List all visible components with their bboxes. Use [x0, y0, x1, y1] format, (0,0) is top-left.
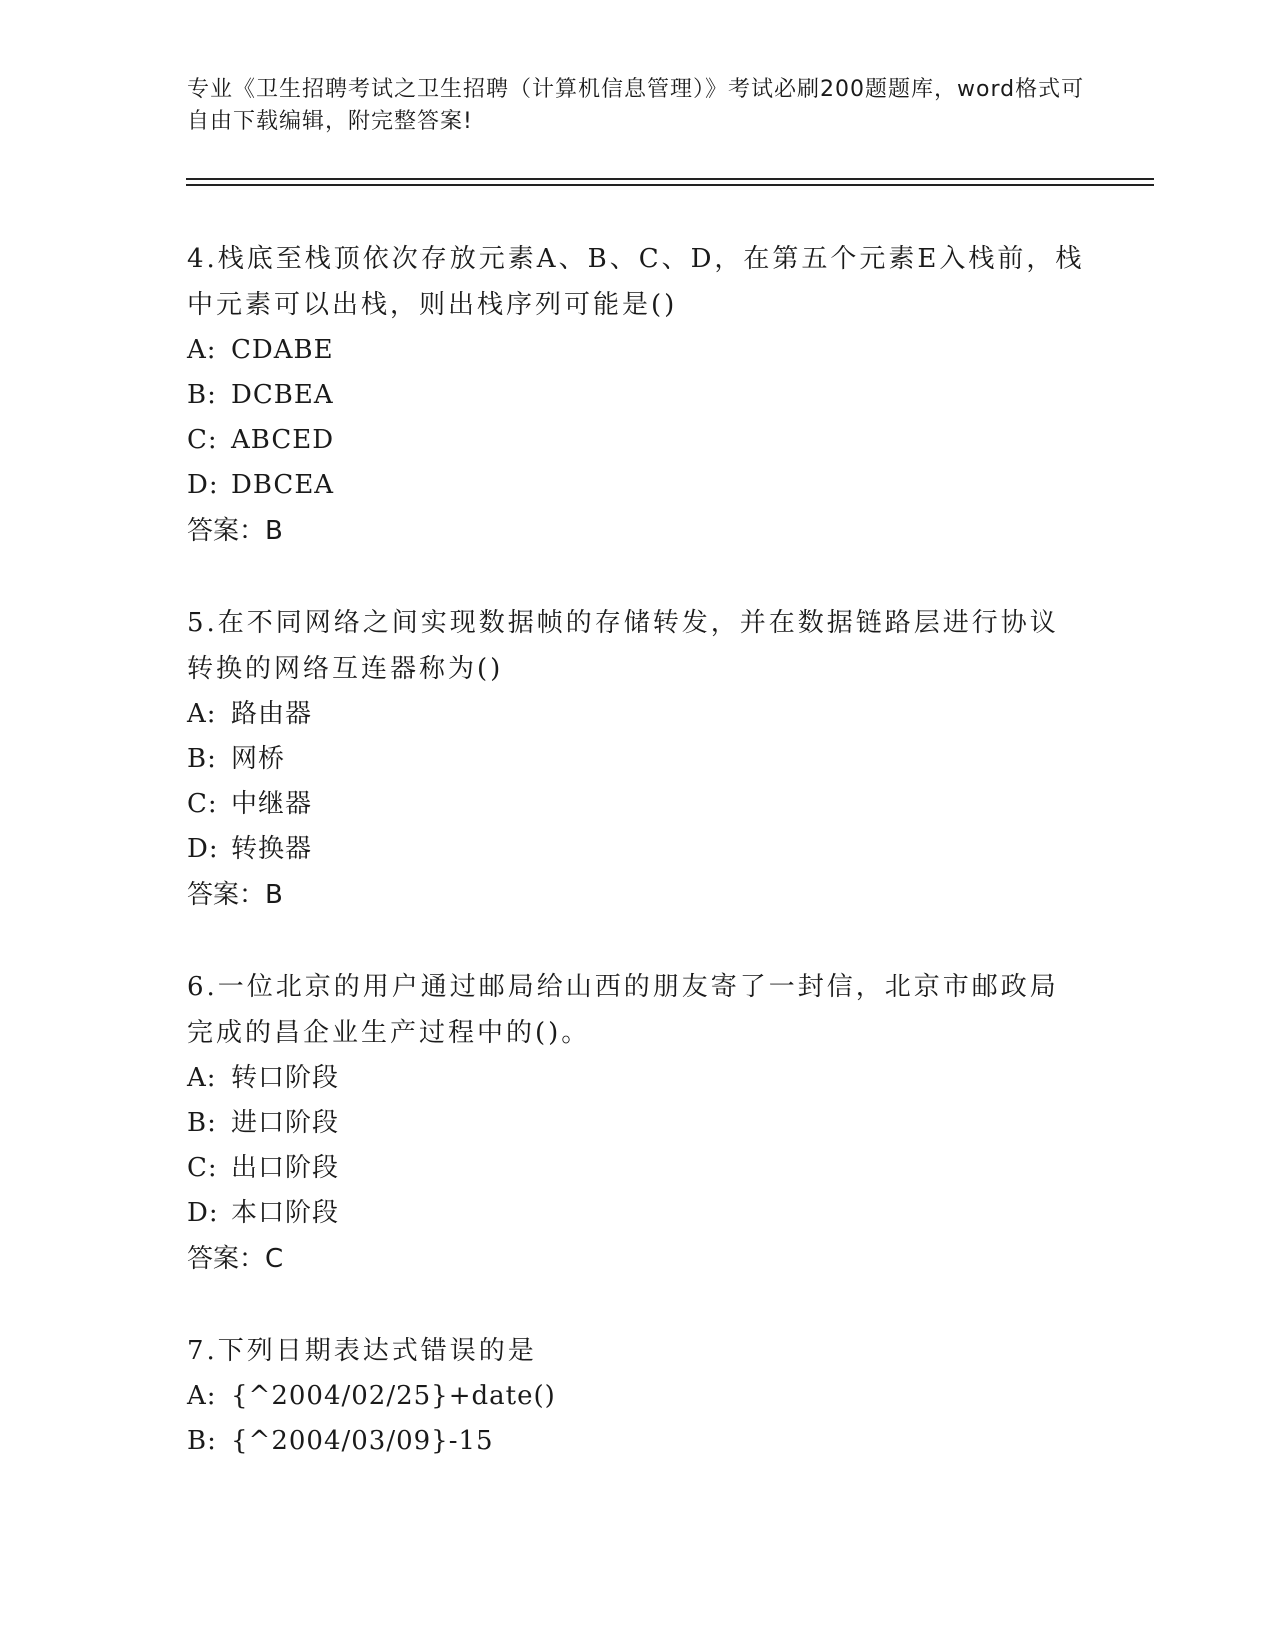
question-4: [187, 236, 1087, 554]
option-text: 路由器: [231, 699, 313, 729]
option-text: 中继器: [231, 789, 313, 819]
option-letter: A:: [187, 335, 217, 365]
option-text: {^2004/02/25}+date(): [231, 1381, 556, 1411]
question-stem: 5.在不同网络之间实现数据帧的存储转发，并在数据链路层进行协议转换的网络互连器称为(): [187, 608, 1059, 684]
question-5: [187, 600, 1087, 918]
option-letter: B:: [187, 744, 217, 774]
question-list: [187, 236, 1087, 1510]
option-text: 进口阶段: [231, 1108, 340, 1138]
option-letter: D:: [187, 470, 219, 500]
option-b: [187, 737, 1087, 782]
question-6: [187, 964, 1087, 1282]
option-letter: C:: [187, 1153, 218, 1183]
answer-line: 答案：B: [187, 880, 283, 910]
option-a: [187, 1056, 1087, 1101]
header-divider-top: [186, 178, 1154, 180]
option-text: 出口阶段: [231, 1153, 340, 1183]
option-letter: B:: [187, 380, 217, 410]
option-text: DCBEA: [231, 380, 334, 410]
option-d: [187, 1191, 1087, 1236]
answer-line: 答案：C: [187, 1244, 284, 1274]
option-text: {^2004/03/09}-15: [231, 1426, 494, 1456]
option-c: [187, 782, 1087, 827]
option-letter: C:: [187, 789, 218, 819]
document-header: [187, 74, 1087, 138]
question-stem: 6.一位北京的用户通过邮局给山西的朋友寄了一封信，北京市邮政局完成的昌企业生产过程中的()。: [187, 972, 1059, 1048]
option-a: [187, 1374, 1087, 1419]
option-letter: D:: [187, 1198, 219, 1228]
option-text: 本口阶段: [231, 1198, 340, 1228]
answer-line: 答案：B: [187, 516, 283, 546]
question-stem: 4.栈底至栈顶依次存放元素A、B、C、D，在第五个元素E入栈前，栈中元素可以出栈，则出栈序列可能是(): [187, 244, 1085, 320]
option-letter: A:: [187, 699, 217, 729]
question-7: [187, 1328, 1087, 1464]
option-text: 转口阶段: [231, 1063, 340, 1093]
option-b: [187, 1419, 1087, 1464]
option-b: [187, 1101, 1087, 1146]
option-text: 网桥: [231, 744, 286, 774]
option-letter: C:: [187, 425, 218, 455]
option-text: 转换器: [231, 834, 313, 864]
option-text: DBCEA: [231, 470, 335, 500]
option-text: CDABE: [231, 335, 334, 365]
option-a: [187, 692, 1087, 737]
option-b: [187, 373, 1087, 418]
option-letter: B:: [187, 1108, 217, 1138]
option-c: [187, 1146, 1087, 1191]
option-d: [187, 463, 1087, 508]
question-stem: 7.下列日期表达式错误的是: [187, 1336, 537, 1366]
option-letter: A:: [187, 1063, 217, 1093]
option-letter: B:: [187, 1426, 217, 1456]
option-a: [187, 328, 1087, 373]
option-c: [187, 418, 1087, 463]
header-divider-bottom: [186, 184, 1154, 186]
option-letter: D:: [187, 834, 219, 864]
option-letter: A:: [187, 1381, 217, 1411]
option-d: [187, 827, 1087, 872]
header-title: 专业《卫生招聘考试之卫生招聘（计算机信息管理）》考试必刷200题题库，word格式可自由下载编辑，附完整答案!: [187, 77, 1085, 134]
option-text: ABCED: [231, 425, 335, 455]
